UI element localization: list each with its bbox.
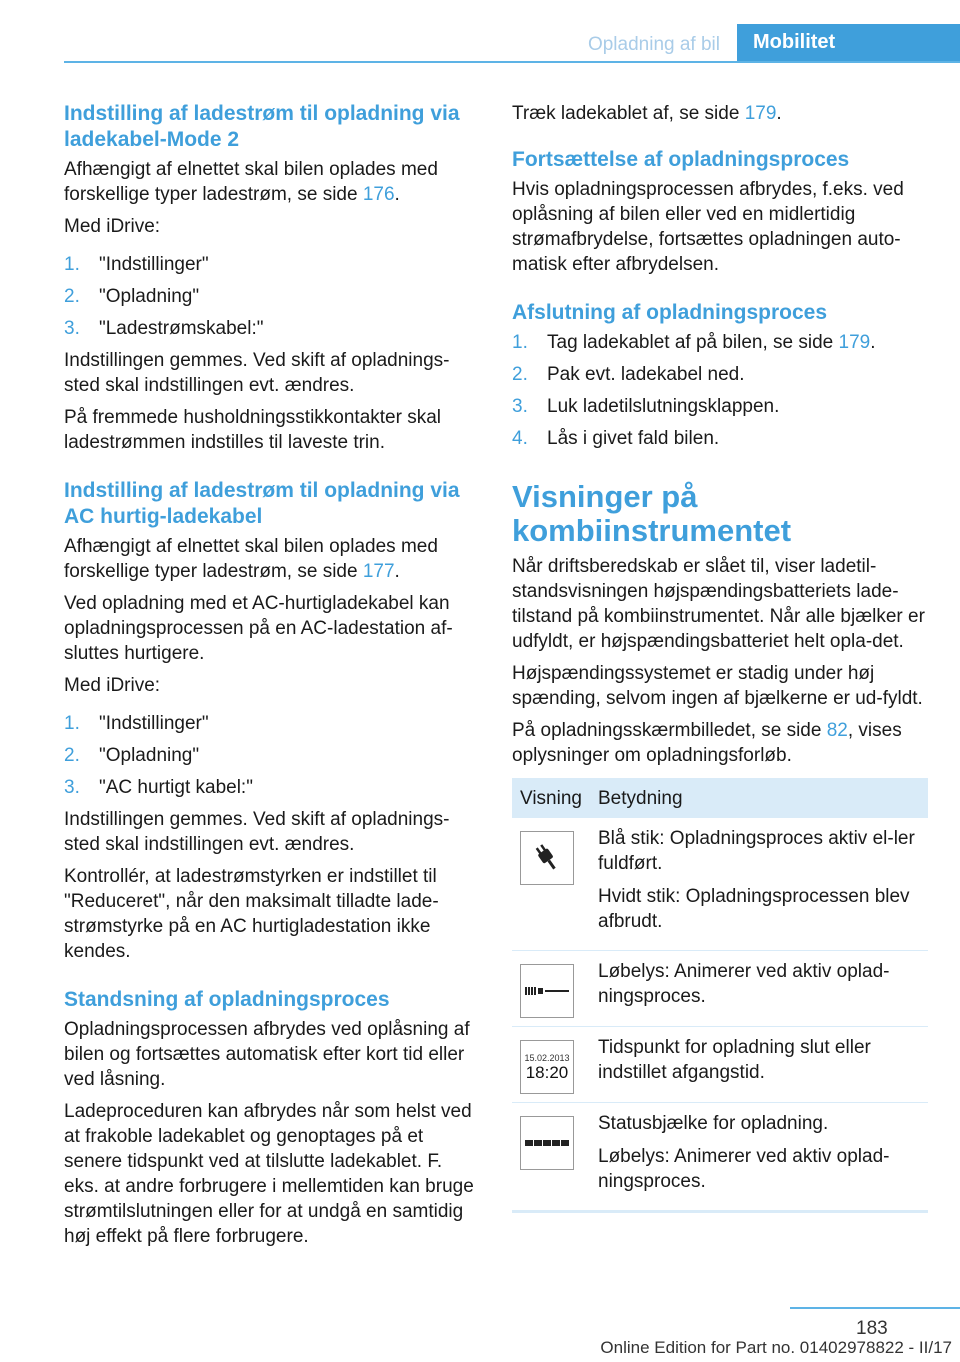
section-title-finish: Afslutning af opladningsproces	[512, 301, 828, 324]
paragraph: Ladeproceduren kan afbrydes når som helst ved at frakoble ladekablet og genoptages på et senere tidspunkt ved at tilslutte ladekablet. F. eks. at andre forbrugere i mellemtiden kan bruge strømtilslutningen eller for at undgå en samtidig høj effekt på flere forbrugere.	[64, 1101, 474, 1247]
paragraph: Højspændingssystemet er stadig under høj spænding, selvom ingen af bjælkerne er ud-fyldt.	[512, 663, 923, 709]
list-item: 3. Luk ladetilslutningsklappen.	[512, 396, 780, 417]
paragraph: På fremmede husholdningsstikkontakter skal ladestrømmen indstilles til laveste trin.	[64, 407, 442, 453]
list-item: 1. Tag ladekablet af på bilen, se side 179.	[512, 332, 876, 353]
right-column	[512, 101, 928, 1213]
table-cell-text: Blå stik: Opladningsproces aktiv el-ler fuldført.	[598, 828, 915, 874]
paragraph: Med iDrive:	[64, 216, 161, 237]
paragraph: Når driftsberedskab er slået til, viser ladetil-standsvisningen højspændingsbatteriets lade-tilstand på kombiinstrumentet. Når alle bjælker er udfyldt, er højspændingsbatteriet helt opla-det.	[512, 556, 925, 652]
display-table	[512, 778, 928, 1213]
column-header-betydning: Betydning	[590, 778, 928, 818]
column-header-visning: Visning	[512, 778, 590, 818]
section-title-ac-fast: Indstilling af ladestrøm til opladning via AC hurtig-ladekabel	[64, 479, 460, 528]
paragraph: Ved opladning med et AC-hurtigladekabel kan opladningsprocessen på en AC-ladestation af-sluttes hurtigere.	[64, 593, 453, 664]
table-cell-text: Løbelys: Animerer ved aktiv oplad-ningsproces.	[598, 961, 890, 1007]
steps-list-finish	[512, 330, 928, 451]
table-row	[512, 1027, 928, 1103]
page-link-179[interactable]: 179	[744, 103, 777, 124]
paragraph: Opladningsprocessen afbrydes ved oplåsning af bilen og fortsættes automatisk efter kort tid eller ved låsning.	[64, 1019, 470, 1090]
table-row	[512, 1103, 928, 1212]
steps-list-mode2	[64, 252, 480, 341]
paragraph: Træk ladekablet af, se side 179.	[512, 103, 782, 124]
list-item: 1. "Indstillinger"	[64, 713, 209, 734]
left-column	[64, 101, 480, 1256]
paragraph: Hvis opladningsprocessen afbrydes, f.eks. ved oplåsning af bilen eller ved en midlertidig strømafbrydelse, fortsættes opladningen auto-matisk efter afbrydelsen.	[512, 179, 904, 275]
chapter-title-displays: Visninger på kombiinstrumentet	[512, 479, 792, 548]
page-number: 183	[856, 1318, 888, 1339]
table-header-row	[512, 778, 928, 818]
status-bar-icon	[520, 1116, 574, 1170]
table-cell-text: Tidspunkt for opladning slut eller indstillet afgangstid.	[598, 1037, 871, 1083]
section-title-mode2: Indstilling af ladestrøm til opladning via ladekabel-Mode 2	[64, 102, 460, 151]
table-row	[512, 951, 928, 1027]
paragraph: Med iDrive:	[64, 675, 161, 696]
list-item: 4. Lås i givet fald bilen.	[512, 428, 720, 449]
paragraph: Afhængigt af elnettet skal bilen oplades med forskellige typer ladestrøm, se side 177.	[64, 536, 438, 582]
page-link-176[interactable]: 176	[362, 184, 395, 205]
paragraph: Indstillingen gemmes. Ved skift af opladnings-sted skal indstillingen evt. ændres.	[64, 350, 450, 396]
steps-list-ac-fast	[64, 711, 480, 800]
table-row	[512, 818, 928, 951]
page-link-82[interactable]: 82	[826, 720, 848, 741]
table-cell-text: Statusbjælke for opladning.	[598, 1113, 829, 1134]
paragraph: Indstillingen gemmes. Ved skift af opladnings-sted skal indstillingen evt. ændres.	[64, 809, 450, 855]
page-link-177[interactable]: 177	[362, 561, 395, 582]
edition-note: Online Edition for Part no. 01402978822 - II/17	[600, 1338, 952, 1357]
list-item: 2. "Opladning"	[64, 745, 200, 766]
list-item: 2. "Opladning"	[64, 286, 200, 307]
clock-display-icon: 15.02.2013 18:20	[520, 1040, 574, 1094]
section-title-continue: Fortsættelse af opladningsproces	[512, 148, 850, 171]
paragraph: Afhængigt af elnettet skal bilen oplades med forskellige typer ladestrøm, se side 176.	[64, 159, 438, 205]
plug-icon	[520, 831, 574, 885]
section-title-stop: Standsning af opladningsproces	[64, 988, 390, 1011]
paragraph: På opladningsskærmbilledet, se side 82, vises oplysninger om opladningsforløb.	[512, 720, 902, 766]
footer-rule	[790, 1307, 960, 1309]
table-cell-text: Løbelys: Animerer ved aktiv oplad-ningsproces.	[598, 1146, 890, 1192]
header-rule	[64, 61, 960, 63]
table-cell-text: Hvidt stik: Opladningsprocessen blev afbrudt.	[598, 886, 910, 932]
progress-bar-icon	[520, 964, 574, 1018]
list-item: 2. Pak evt. ladekabel ned.	[512, 364, 745, 385]
header-section-title: Opladning af bil	[587, 34, 720, 55]
list-item: 3. "AC hurtigt kabel:"	[64, 777, 253, 798]
page-link-179[interactable]: 179	[838, 332, 871, 353]
header-chapter-tab: Mobilitet	[737, 24, 960, 61]
paragraph: Kontrollér, at ladestrømstyrken er indstillet til "Reduceret", når den maksimalt tilladte lade-strømstyrke på en AC hurtigladestation ikke kendes.	[64, 866, 439, 962]
list-item: 3. "Ladestrømskabel:"	[64, 318, 264, 339]
list-item: 1. "Indstillinger"	[64, 254, 209, 275]
